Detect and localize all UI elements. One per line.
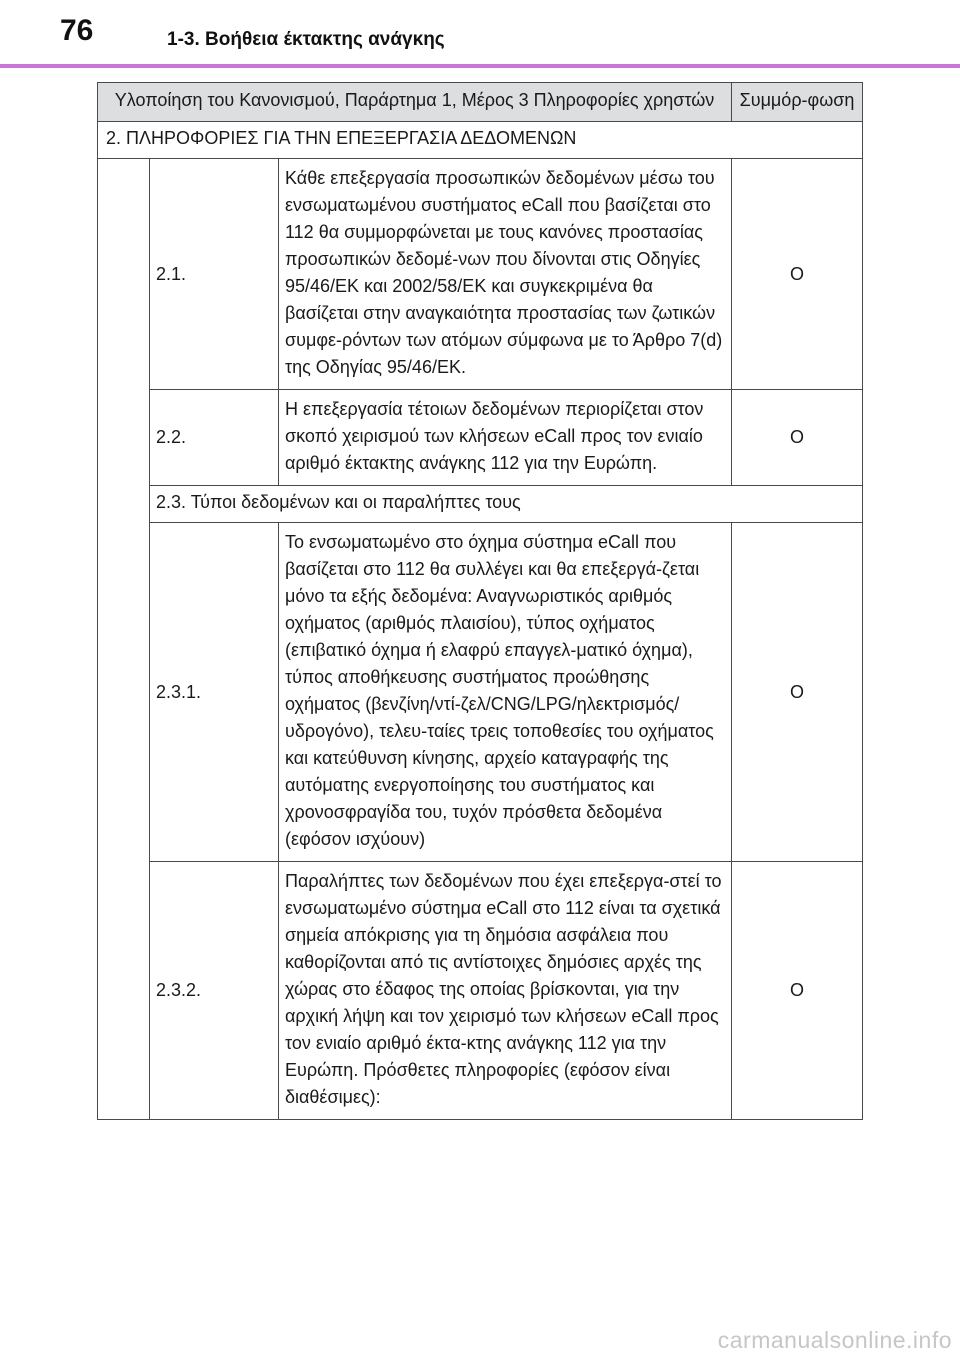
indent-cell [98, 159, 150, 1120]
row-compliance: O [732, 862, 863, 1120]
row-number: 2.3.2. [150, 862, 279, 1120]
row-text: Το ενσωματωμένο στο όχημα σύστημα eCall που βασίζεται στο 112 θα συλλέγει και θα επεξεργά-ζεται μόνο τα εξής δεδομένα: Αναγνωριστικός αριθμός οχήματος (αριθμός πλαισίου), τύπος οχήματος (επιβατικό όχημα ή ελαφρύ επαγγελ-ματικό όχημα), τύπος αποθήκευσης συστήματος προώθησης οχήματος (βενζίνη/ντί-ζελ/CNG/LPG/ηλεκτρισμός/υδρογόνο), τελευ-ταίες τρεις τοποθεσίες του οχήματος και κατεύθυνση κίνησης, αρχείο καταγραφής της αυτόματης ενεργοποίησης του συστήματος και χρονοσφραγίδα του, τυχόν πρόσθετα δεδομένα (εφόσον ισχύουν) [279, 523, 732, 862]
header-regulation: Υλοποίηση του Κανονισμού, Παράρτημα 1, Μέρος 3 Πληροφορίες χρηστών [98, 83, 732, 122]
section-row [98, 122, 863, 159]
watermark: carmanualsonline.info [717, 1327, 952, 1353]
subsection-2-3-title: 2.3. Τύποι δεδομένων και οι παραλήπτες τους [150, 486, 863, 523]
header-divider [0, 64, 960, 68]
row-number: 2.1. [150, 159, 279, 390]
table-row [98, 523, 863, 862]
page-header [0, 0, 960, 50]
row-text: Παραλήπτες των δεδομένων που έχει επεξεργα-στεί το ενσωματωμένο σύστημα eCall στο 112 είναι τα σχετικά σημεία απόκρισης για τη δημόσια ασφάλεια που καθορίζονται από τις αντίστοιχες δημόσιες αρχές της χώρας στο έδαφος της οποίας βρίσκονται, για την αρχική λήψη και τον χειρισμό των κλήσεων eCall προς τον ενιαίο αριθμό έκτα-κτης ανάγκης 112 για την Ευρώπη. Πρόσθετες πληροφορίες (εφόσον είναι διαθέσιμες): [279, 862, 732, 1120]
compliance-table [97, 82, 863, 1120]
section-title: 1-3. Βοήθεια έκτακτης ανάγκης [167, 29, 445, 50]
row-text: Η επεξεργασία τέτοιων δεδομένων περιορίζεται στον σκοπό χειρισμού των κλήσεων eCall προς τον ενιαίο αριθμό έκτακτης ανάγκης 112 για την Ευρώπη. [279, 390, 732, 486]
header-compliance: Συμμόρ-φωση [732, 83, 863, 122]
section-2-title: 2. ΠΛΗΡΟΦΟΡΙΕΣ ΓΙΑ ΤΗΝ ΕΠΕΞΕΡΓΑΣΙΑ ΔΕΔΟΜΕΝΩΝ [98, 122, 863, 159]
row-number: 2.2. [150, 390, 279, 486]
table-row [98, 159, 863, 390]
row-compliance: O [732, 390, 863, 486]
row-compliance: O [732, 523, 863, 862]
row-text: Κάθε επεξεργασία προσωπικών δεδομένων μέσω του ενσωματωμένου συστήματος eCall που βασίζεται στο 112 θα συμμορφώνεται με τους κανόνες προστασίας προσωπικών δεδομέ-νων που δίνονται στις Οδηγίες 95/46/ΕΚ και 2002/58/ΕΚ και συγκεκριμένα θα βασίζεται στην αναγκαιότητα προστασίας των ζωτικών συμφε-ρόντων των ατόμων σύμφωνα με το Άρθρο 7(d) της Οδηγίας 95/46/ΕΚ. [279, 159, 732, 390]
row-compliance: O [732, 159, 863, 390]
table-row [98, 862, 863, 1120]
page-number: 76 [60, 14, 94, 47]
row-number: 2.3.1. [150, 523, 279, 862]
table-header-row [98, 83, 863, 122]
subsection-row [98, 486, 863, 523]
table-row [98, 390, 863, 486]
